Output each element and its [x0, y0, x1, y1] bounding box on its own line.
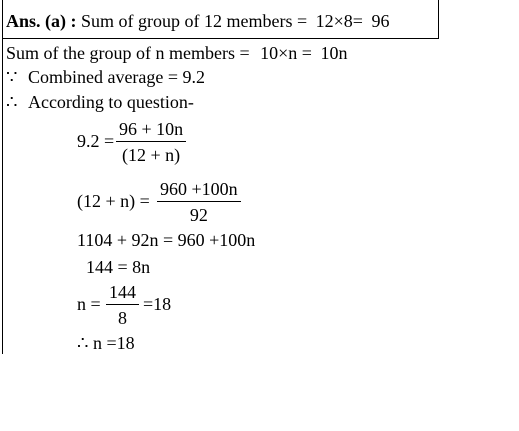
answer-line	[6, 10, 389, 32]
eq5-numerator: 144	[109, 282, 136, 302]
because-symbol: ∵	[6, 67, 18, 87]
eq5-lhs: n =	[77, 294, 101, 314]
sum-12-expr: 12×8=	[315, 11, 363, 31]
eq4-line: 144 = 8n	[86, 257, 151, 277]
sum-n-result: 10n	[320, 43, 348, 63]
eq1-lhs: 9.2 =	[77, 131, 115, 151]
eq1-numerator: 96 + 10n	[119, 119, 184, 139]
eq1-fraction-bar	[116, 141, 186, 142]
according-text: According to question-	[27, 92, 194, 112]
sum-12-text: Sum of group of 12 members =	[81, 11, 308, 31]
eq5-denominator: 8	[118, 308, 127, 328]
sum-12-result: 96	[371, 11, 390, 31]
eq2-fraction	[157, 178, 241, 226]
eq2-denominator: 92	[189, 205, 208, 225]
combined-average-text: Combined average = 9.2	[27, 67, 206, 87]
eq5-fraction-bar	[106, 304, 139, 305]
eq2-numerator: 960 +100n	[160, 179, 238, 199]
sum-n-line	[6, 42, 347, 64]
sum-n-text: Sum of the group of n members =	[6, 43, 250, 63]
sum-n-expr: 10×n =	[260, 43, 312, 63]
eq5-fraction	[106, 281, 139, 329]
final-answer: ∴ n =18	[77, 333, 135, 353]
eq5-rhs: =18	[143, 294, 172, 314]
answer-label: Ans. (a) :	[6, 11, 77, 31]
header-divider	[2, 38, 439, 39]
therefore-symbol: ∴	[6, 92, 18, 112]
header-right-border	[438, 0, 439, 39]
eq2-fraction-bar	[157, 201, 241, 202]
left-border	[2, 0, 3, 354]
eq1-denominator: (12 + n)	[122, 145, 181, 165]
eq3-line: 1104 + 92n = 960 +100n	[77, 230, 256, 250]
eq2-lhs: (12 + n) =	[77, 191, 150, 211]
given-line	[6, 66, 205, 88]
according-line	[6, 91, 194, 113]
eq1-fraction	[116, 118, 186, 166]
